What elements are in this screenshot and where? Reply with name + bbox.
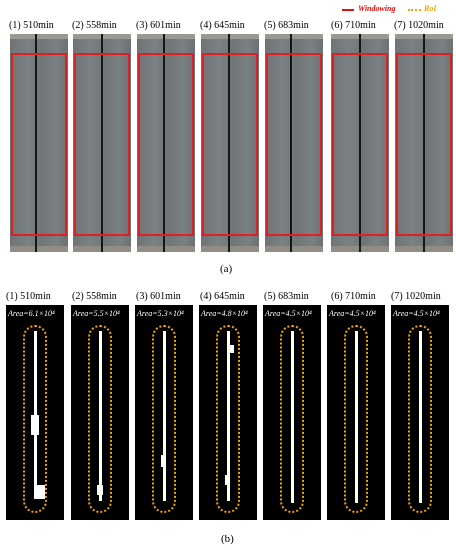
panel-b-label-2: (2) 558min bbox=[72, 291, 117, 302]
legend bbox=[300, 3, 456, 15]
windowing-legend-swatch bbox=[342, 9, 354, 11]
crack-pixels bbox=[97, 485, 103, 495]
specimen-photo-6 bbox=[331, 34, 389, 252]
panel-b-label-5: (5) 683min bbox=[264, 291, 309, 302]
panel-a-label-1: (1) 510min bbox=[9, 20, 54, 31]
binary-image-6 bbox=[327, 305, 385, 520]
area-value: Area=6.1×10⁴ bbox=[8, 309, 55, 318]
panel-b-label-3: (3) 601min bbox=[136, 291, 181, 302]
specimen-photo-2 bbox=[73, 34, 131, 252]
area-value: Area=5.5×10⁴ bbox=[73, 309, 120, 318]
panel-a-label-3: (3) 601min bbox=[136, 20, 181, 31]
panel-a-label-5: (5) 683min bbox=[264, 20, 309, 31]
crack-pixels bbox=[419, 331, 422, 503]
windowing-box bbox=[138, 53, 194, 236]
crack-pixels bbox=[99, 331, 102, 501]
panel-b-label-4: (4) 645min bbox=[200, 291, 245, 302]
binary-image-4 bbox=[199, 305, 257, 520]
specimen-photo-3 bbox=[137, 34, 195, 252]
area-value: Area=4.5×10⁴ bbox=[265, 309, 312, 318]
windowing-legend-label: Windowing bbox=[358, 4, 396, 13]
specimen-photo-7 bbox=[395, 34, 453, 252]
panel-b-label-7: (7) 1020min bbox=[391, 291, 441, 302]
windowing-box bbox=[396, 53, 452, 236]
panel-a-label-4: (4) 645min bbox=[200, 20, 245, 31]
binary-image-7 bbox=[391, 305, 449, 520]
specimen-photo-5 bbox=[265, 34, 323, 252]
panel-b-label-6: (6) 710min bbox=[331, 291, 376, 302]
crack-pixels bbox=[31, 415, 39, 435]
roi-legend-swatch bbox=[408, 9, 421, 11]
crack-pixels bbox=[229, 345, 234, 353]
caption-a: (a) bbox=[220, 263, 233, 275]
panel-b-label-1: (1) 510min bbox=[6, 291, 51, 302]
panel-a-label-7: (7) 1020min bbox=[394, 20, 444, 31]
panel-a-label-6: (6) 710min bbox=[331, 20, 376, 31]
binary-image-5 bbox=[263, 305, 321, 520]
binary-image-3 bbox=[135, 305, 193, 520]
windowing-box bbox=[202, 53, 258, 236]
crack-pixels bbox=[37, 485, 45, 499]
crack-pixels bbox=[225, 475, 230, 485]
specimen-photo-4 bbox=[201, 34, 259, 252]
roi-legend-label: RoI bbox=[424, 4, 437, 13]
area-value: Area=4.8×10⁴ bbox=[201, 309, 248, 318]
area-value: Area=5.3×10⁴ bbox=[137, 309, 184, 318]
crack-pixels bbox=[163, 331, 166, 501]
windowing-box bbox=[266, 53, 322, 236]
panel-a-label-2: (2) 558min bbox=[72, 20, 117, 31]
windowing-box bbox=[332, 53, 388, 236]
specimen-photo-1 bbox=[10, 34, 68, 252]
area-value: Area=4.5×10⁴ bbox=[329, 309, 376, 318]
crack-pixels bbox=[355, 331, 358, 503]
area-value: Area=4.5×10⁴ bbox=[393, 309, 440, 318]
binary-image-1 bbox=[6, 305, 64, 520]
crack-pixels bbox=[161, 455, 166, 467]
binary-image-2 bbox=[71, 305, 129, 520]
crack-pixels bbox=[291, 331, 294, 503]
caption-b: (b) bbox=[221, 533, 234, 545]
windowing-box bbox=[74, 53, 130, 236]
windowing-box bbox=[11, 53, 67, 236]
